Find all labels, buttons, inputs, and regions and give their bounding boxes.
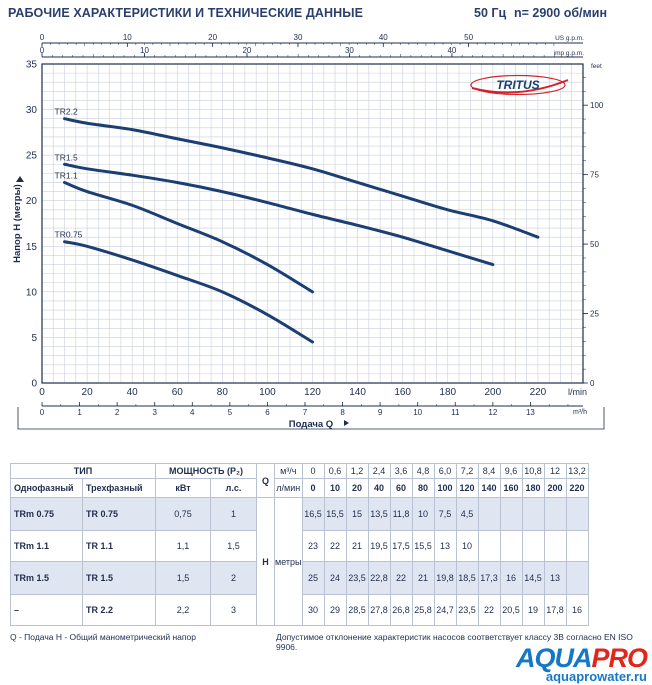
- head-value: 22: [390, 562, 412, 595]
- q-lmin-7: 120: [456, 479, 478, 498]
- y-tick-label: 25: [25, 150, 37, 162]
- q-m3h-9: 9,6: [500, 464, 522, 479]
- head-value: 16: [566, 595, 588, 626]
- q-lmin-10: 180: [522, 479, 544, 498]
- head-value: [500, 531, 522, 562]
- head-value: 16,5: [302, 498, 324, 531]
- three-phase-model: TR 1.5: [83, 562, 156, 595]
- head-value: 22: [324, 531, 346, 562]
- m3h-tick-label: 4: [190, 408, 195, 417]
- lmin-tick-label: 140: [349, 387, 366, 398]
- q-lmin-2: 20: [346, 479, 368, 498]
- head-value: 19,5: [368, 531, 390, 562]
- imp-gpm-unit: imp g.p.m.: [553, 50, 584, 57]
- single-phase-model: TRm 0.75: [11, 498, 83, 531]
- imp-gpm-tick-label: 10: [140, 46, 149, 55]
- head-value: 26,8: [390, 595, 412, 626]
- kw-header: кВт: [156, 479, 211, 498]
- q-lmin-4: 60: [390, 479, 412, 498]
- hp-header: л.с.: [211, 479, 257, 498]
- head-value: [566, 562, 588, 595]
- head-value: 21: [346, 531, 368, 562]
- aquapro-logo: [512, 644, 647, 684]
- power-hp: 2: [211, 562, 257, 595]
- single-phase-header: Однофазный: [11, 479, 83, 498]
- m3h-tick-label: 1: [77, 408, 82, 417]
- head-value: 29: [324, 595, 346, 626]
- head-value: 10: [412, 498, 434, 531]
- y-tick-label: 5: [31, 332, 37, 344]
- tolerance-note: Допустимое отклонение характеристик насосов соответствует классу 3B согласно EN ISO 9906.: [276, 632, 633, 652]
- spec-table: [10, 463, 589, 626]
- lmin-unit: l/min: [567, 387, 587, 397]
- feet-tick-label: 50: [590, 240, 599, 250]
- power-header: МОЩНОСТЬ (P₂): [156, 464, 257, 479]
- m3h-tick-label: 6: [265, 408, 270, 417]
- single-phase-model: TRm 1.1: [11, 531, 83, 562]
- lmin-tick-label: 80: [216, 387, 228, 398]
- m3h-tick-label: 11: [451, 408, 460, 417]
- m3h-tick-label: 8: [340, 408, 345, 417]
- power-kw: 1,1: [156, 531, 211, 562]
- head-value: 21: [412, 562, 434, 595]
- head-value: [522, 498, 544, 531]
- badge-text: TRITUS: [496, 78, 540, 92]
- feet-tick-label: 0: [590, 379, 595, 388]
- logo-site: aquaprowater.ru: [545, 669, 647, 684]
- q-m3h-11: 12: [544, 464, 566, 479]
- m3h-tick-label: 10: [413, 408, 423, 417]
- lmin-tick-label: 100: [259, 387, 276, 398]
- imp-gpm-tick-label: 30: [344, 46, 354, 55]
- m3h-tick-label: 0: [39, 408, 45, 417]
- head-value: 23,5: [456, 595, 478, 626]
- three-phase-header: Трехфазный: [83, 479, 156, 498]
- q-m3h-2: 1,2: [346, 464, 368, 479]
- lmin-tick-label: 220: [529, 387, 547, 398]
- y-tick-label: 30: [25, 105, 37, 117]
- three-phase-model: TR 0.75: [83, 498, 156, 531]
- power-kw: 1,5: [156, 562, 211, 595]
- q-m3h-7: 7,2: [456, 464, 478, 479]
- head-value: 28,5: [346, 595, 368, 626]
- head-value: [478, 498, 500, 531]
- y-tick-label: 20: [25, 196, 37, 208]
- type-header: ТИП: [11, 464, 156, 479]
- q-m3h-10: 10,8: [522, 464, 544, 479]
- y-tick-label: 10: [25, 287, 37, 299]
- us-gpm-tick-label: 0: [39, 33, 45, 42]
- y-tick-label: 0: [31, 378, 37, 390]
- lmin-tick-label: 160: [394, 387, 412, 398]
- q-unit-lmin: л/мин: [275, 479, 303, 498]
- performance-chart: [0, 30, 652, 432]
- lmin-tick-label: 60: [171, 387, 183, 398]
- head-value: [566, 498, 588, 531]
- logo-pro: PRO: [591, 643, 647, 673]
- head-value: 17,3: [478, 562, 500, 595]
- m3h-tick-label: 12: [488, 408, 498, 417]
- q-lmin-5: 80: [412, 479, 434, 498]
- power-hp: 3: [211, 595, 257, 626]
- us-gpm-tick-label: 30: [293, 33, 303, 42]
- head-value: 25: [302, 562, 324, 595]
- head-value: [566, 531, 588, 562]
- us-gpm-tick-label: 50: [464, 33, 474, 42]
- q-lmin-6: 100: [434, 479, 456, 498]
- head-value: 4,5: [456, 498, 478, 531]
- q-m3h-4: 3,6: [390, 464, 412, 479]
- y-axis-title: Напор H (метры): [12, 184, 23, 263]
- q-unit-m3h: м³/ч: [275, 464, 303, 479]
- x-axis-arrow: [344, 420, 349, 426]
- head-value: 7,5: [434, 498, 456, 531]
- feet-tick-label: 75: [590, 170, 599, 180]
- head-value: [544, 531, 566, 562]
- m3h-unit: m³/h: [573, 409, 587, 416]
- lmin-tick-label: 20: [81, 387, 93, 398]
- q-m3h-12: 13,2: [566, 464, 588, 479]
- h-label: H: [257, 498, 275, 626]
- head-value: 24,7: [434, 595, 456, 626]
- us-gpm-tick-label: 40: [378, 33, 388, 42]
- head-value: 20,5: [500, 595, 522, 626]
- frequency-label: 50 Гц: [474, 6, 507, 20]
- head-value: 25,8: [412, 595, 434, 626]
- y-axis-arrow: [16, 176, 24, 182]
- us-gpm-tick-label: 20: [208, 33, 218, 42]
- head-value: 27,8: [368, 595, 390, 626]
- page-title: РАБОЧИЕ ХАРАКТЕРИСТИКИ И ТЕХНИЧЕСКИЕ ДАННЫЕ: [8, 6, 364, 20]
- feet-tick-label: 100: [590, 101, 604, 111]
- head-value: [522, 531, 544, 562]
- series-label: TR1.5: [54, 152, 78, 163]
- feet-unit: feet: [591, 63, 602, 70]
- head-value: 22,8: [368, 562, 390, 595]
- power-hp: 1,5: [211, 531, 257, 562]
- head-value: 11,8: [390, 498, 412, 531]
- y-tick-label: 35: [25, 59, 37, 71]
- q-m3h-1: 0,6: [324, 464, 346, 479]
- q-lmin-9: 160: [500, 479, 522, 498]
- q-label: Q: [257, 464, 275, 498]
- head-value: 13: [544, 562, 566, 595]
- q-lmin-12: 220: [566, 479, 588, 498]
- head-value: 19: [522, 595, 544, 626]
- head-value: 23,5: [346, 562, 368, 595]
- q-m3h-0: 0: [302, 464, 324, 479]
- q-lmin-1: 10: [324, 479, 346, 498]
- head-value: [478, 531, 500, 562]
- head-value: 30: [302, 595, 324, 626]
- rpm-label: n= 2900 об/мин: [514, 6, 607, 20]
- q-m3h-3: 2,4: [368, 464, 390, 479]
- series-label: TR1.1: [54, 170, 78, 181]
- head-value: 17,8: [544, 595, 566, 626]
- head-value: 17,5: [390, 531, 412, 562]
- imp-gpm-tick-label: 40: [447, 46, 457, 55]
- q-lmin-0: 0: [302, 479, 324, 498]
- head-value: 24: [324, 562, 346, 595]
- head-value: 14,5: [522, 562, 544, 595]
- three-phase-model: TR 2.2: [83, 595, 156, 626]
- head-value: 13,5: [368, 498, 390, 531]
- tritus-badge: [471, 76, 568, 95]
- h-unit: метры: [275, 498, 303, 626]
- q-lmin-8: 140: [478, 479, 500, 498]
- m3h-tick-label: 9: [377, 408, 383, 417]
- q-m3h-6: 6,0: [434, 464, 456, 479]
- head-value: [500, 498, 522, 531]
- logo-aqua: AQUA: [515, 643, 592, 673]
- q-lmin-11: 200: [544, 479, 566, 498]
- q-lmin-3: 40: [368, 479, 390, 498]
- lmin-tick-label: 40: [126, 387, 138, 398]
- head-value: 13: [434, 531, 456, 562]
- m3h-tick-label: 13: [525, 408, 535, 417]
- m3h-tick-label: 3: [152, 408, 157, 417]
- lmin-tick-label: 200: [484, 387, 502, 398]
- power-kw: 0,75: [156, 498, 211, 531]
- series-label: TR2.2: [54, 106, 78, 117]
- power-kw: 2,2: [156, 595, 211, 626]
- head-value: 15,5: [324, 498, 346, 531]
- y-tick-label: 15: [25, 241, 37, 253]
- q-m3h-5: 4,8: [412, 464, 434, 479]
- head-value: 10: [456, 531, 478, 562]
- head-value: 18,5: [456, 562, 478, 595]
- head-value: 15: [346, 498, 368, 531]
- single-phase-model: –: [11, 595, 83, 626]
- lmin-tick-label: 120: [304, 387, 321, 398]
- head-value: [544, 498, 566, 531]
- q-m3h-8: 8,4: [478, 464, 500, 479]
- imp-gpm-tick-label: 20: [242, 46, 252, 55]
- feet-tick-label: 25: [590, 309, 599, 319]
- us-gpm-tick-label: 10: [122, 33, 132, 42]
- head-value: 16: [500, 562, 522, 595]
- legend-note: Q - Подача H - Общий манометрический напор: [10, 632, 196, 642]
- power-hp: 1: [211, 498, 257, 531]
- x-axis-title: Подача Q: [288, 419, 334, 430]
- spec-body: [11, 498, 589, 626]
- three-phase-model: TR 1.1: [83, 531, 156, 562]
- spec-row: [11, 498, 589, 531]
- series-label: TR0.75: [54, 229, 83, 240]
- single-phase-model: TRm 1.5: [11, 562, 83, 595]
- lmin-tick-label: 0: [39, 387, 45, 398]
- head-value: 23: [302, 531, 324, 562]
- us-gpm-unit: US g.p.m.: [555, 35, 584, 42]
- head-value: 15,5: [412, 531, 434, 562]
- head-value: 19,8: [434, 562, 456, 595]
- imp-gpm-tick-label: 0: [39, 46, 45, 55]
- logo-wordmark: [516, 644, 647, 672]
- head-value: 22: [478, 595, 500, 626]
- m3h-tick-label: 7: [302, 408, 308, 417]
- m3h-tick-label: 5: [227, 408, 233, 417]
- lmin-tick-label: 180: [439, 387, 457, 398]
- m3h-tick-label: 2: [114, 408, 120, 417]
